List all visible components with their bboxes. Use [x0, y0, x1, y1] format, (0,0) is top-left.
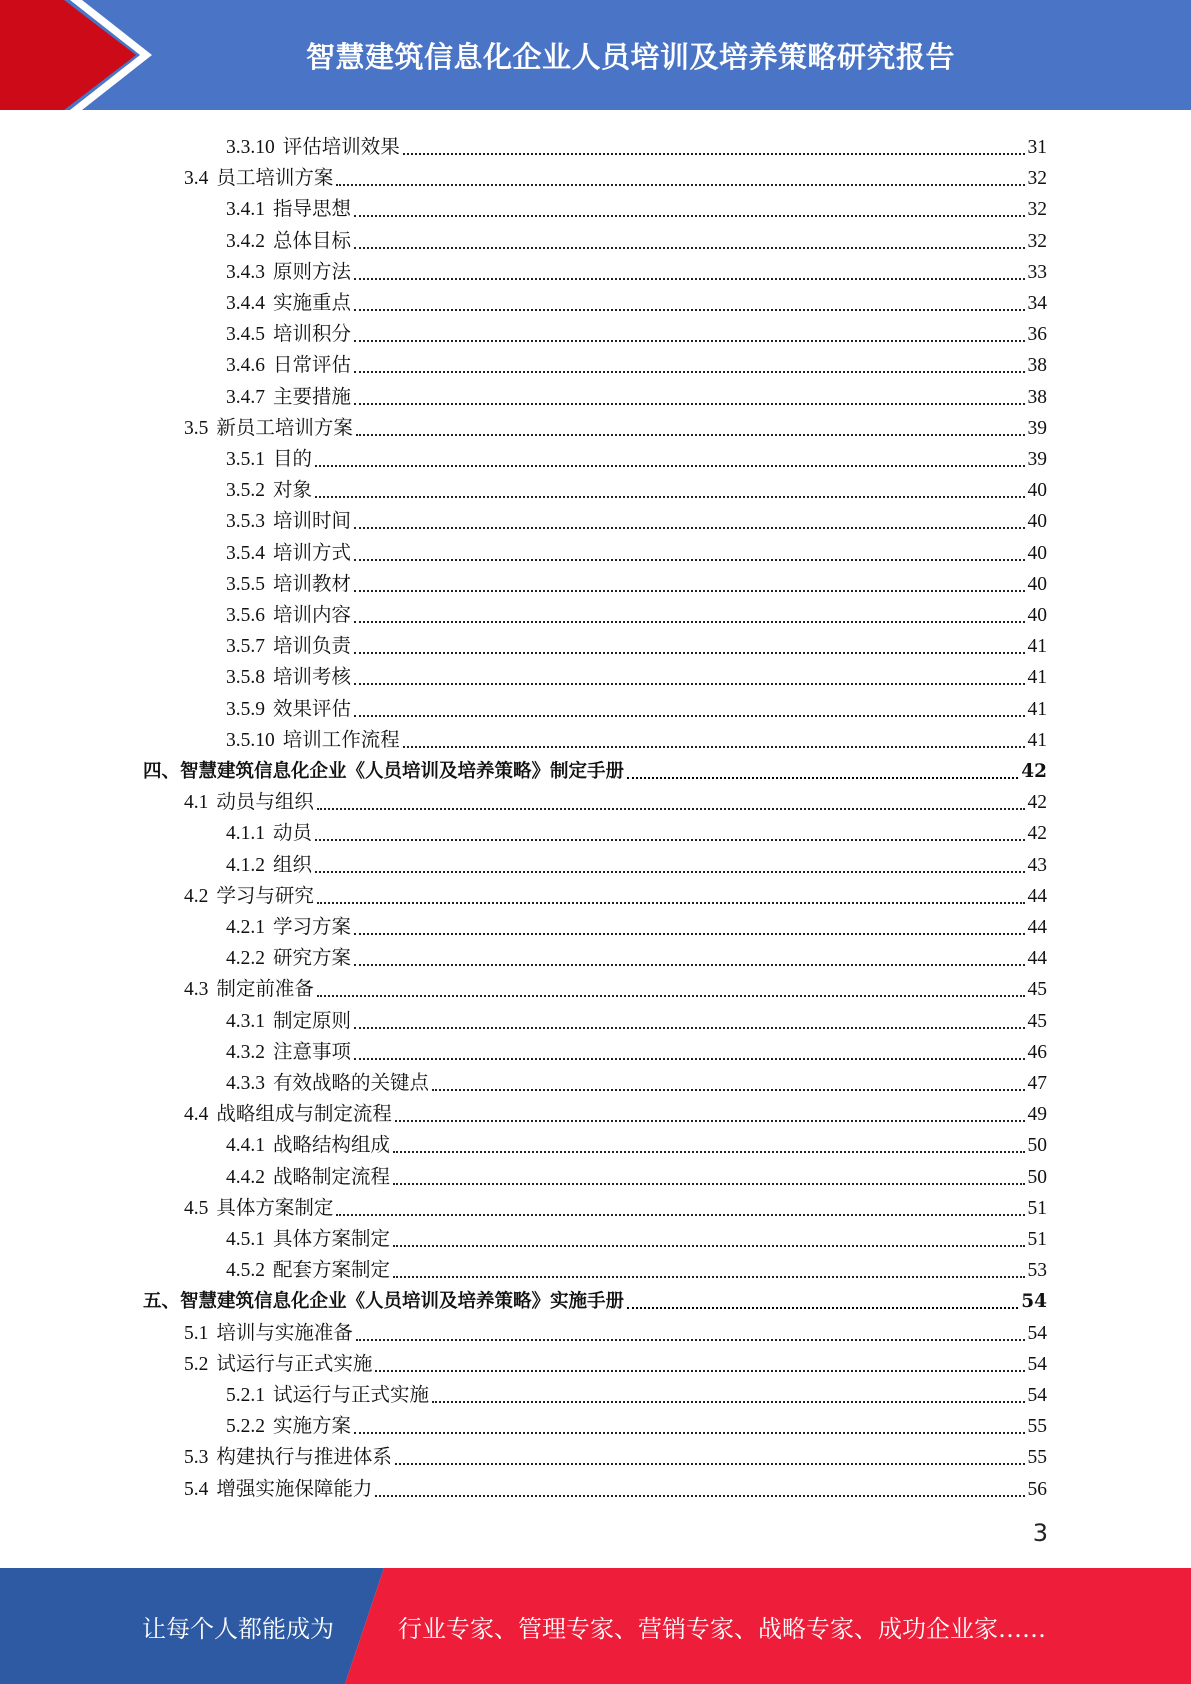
- toc-entry[interactable]: [226, 940, 1047, 971]
- toc-dot-leader: [354, 309, 1024, 311]
- toc-entry[interactable]: [226, 1127, 1047, 1158]
- toc-entry-page: 51: [1027, 1229, 1047, 1250]
- footer-slogan-left: 让每个人都能成为: [142, 1614, 334, 1643]
- toc-entry-label: [226, 1259, 390, 1283]
- toc-entry-label: [226, 1166, 390, 1190]
- toc-entry-number: 3.5.7: [226, 636, 265, 658]
- toc-entry[interactable]: [226, 347, 1047, 378]
- toc-entry-page: 39: [1027, 417, 1047, 439]
- toc-entry-page: 40: [1027, 605, 1047, 626]
- toc-entry-label: [184, 978, 314, 1002]
- toc-dot-leader: [356, 434, 1025, 436]
- toc-entry-title: 学习与研究: [216, 885, 314, 907]
- toc-entry-label: [226, 230, 351, 254]
- toc-entry-number: 4.1: [184, 792, 209, 814]
- toc-entry-number: 5.2.2: [226, 1416, 265, 1438]
- toc-entry-page: 54: [1027, 1353, 1047, 1375]
- toc-entry-title: 原则方法: [273, 261, 352, 283]
- toc-dot-leader: [432, 1089, 1024, 1091]
- toc-entry[interactable]: [226, 285, 1047, 316]
- toc-entry-page: 33: [1027, 261, 1047, 283]
- toc-entry-number: 4.4: [184, 1104, 209, 1126]
- toc-entry-number: 3.5.8: [226, 667, 265, 689]
- toc-entry-title: 培训负责: [273, 636, 352, 658]
- toc-entry-number: 4.5.1: [226, 1229, 265, 1250]
- toc-entry[interactable]: [184, 1439, 1047, 1470]
- toc-dot-leader: [354, 527, 1024, 529]
- toc-dot-leader: [393, 1183, 1024, 1185]
- toc-entry-number: 5.2: [184, 1353, 209, 1375]
- toc-entry-label: [226, 448, 312, 472]
- toc-dot-leader: [315, 839, 1024, 841]
- toc-entry[interactable]: [226, 659, 1047, 690]
- toc-entry[interactable]: [226, 691, 1047, 722]
- toc-entry-title: 学习方案: [273, 917, 352, 938]
- toc-dot-leader: [354, 652, 1024, 654]
- toc-entry-page: 40: [1027, 511, 1047, 533]
- toc-dot-leader: [336, 1214, 1024, 1216]
- toc-entry-label: [226, 1072, 429, 1096]
- toc-entry-label: [226, 1041, 351, 1065]
- toc-entry[interactable]: [226, 722, 1047, 753]
- toc-entry-title: 具体方案制定: [216, 1197, 334, 1219]
- toc-entry-page: 44: [1027, 948, 1047, 970]
- toc-entry-page: 51: [1027, 1197, 1047, 1219]
- toc-entry-title: 培训时间: [273, 511, 352, 533]
- toc-entry-page: 42: [1021, 761, 1047, 782]
- toc-entry-number: 5.4: [184, 1478, 209, 1500]
- toc-dot-leader: [627, 1307, 1018, 1309]
- toc-entry-number: 4.4.1: [226, 1135, 265, 1157]
- toc-entry-label: [143, 760, 624, 784]
- toc-entry-title: 培训工作流程: [282, 729, 400, 751]
- toc-entry[interactable]: [226, 316, 1047, 347]
- toc-entry-title: 组织: [273, 854, 313, 876]
- toc-entry-label: [184, 1478, 372, 1502]
- toc-entry-label: [226, 604, 351, 628]
- toc-dot-leader: [354, 215, 1024, 217]
- toc-entry-page: 40: [1027, 480, 1047, 502]
- toc-entry-page: 31: [1027, 137, 1047, 158]
- toc-entry-page: 56: [1027, 1478, 1047, 1500]
- toc-entry-title: 构建执行与推进体系: [216, 1447, 392, 1469]
- toc-entry-label: [226, 479, 312, 503]
- toc-entry-page: 49: [1027, 1104, 1047, 1126]
- toc-dot-leader: [354, 403, 1024, 405]
- toc-entry-label: [226, 635, 351, 659]
- toc-entry[interactable]: [226, 628, 1047, 659]
- toc-entry-title: 培训积分: [273, 324, 352, 346]
- document-title: 智慧建筑信息化企业人员培训及培养策略研究报告: [305, 39, 955, 74]
- toc-entry-label: [184, 1103, 392, 1127]
- toc-entry[interactable]: [226, 1408, 1047, 1439]
- toc-entry-label: [226, 729, 400, 753]
- toc-entry-number: 4.2: [184, 885, 209, 907]
- toc-entry-page: 42: [1027, 792, 1047, 814]
- toc-entry-page: 32: [1027, 230, 1047, 252]
- toc-entry-label: [184, 1322, 353, 1346]
- toc-entry-label: [184, 167, 333, 191]
- header-chevron-decoration: [0, 0, 160, 110]
- toc-entry-number: 3.5.2: [226, 480, 265, 502]
- toc-dot-leader: [354, 715, 1024, 717]
- toc-entry-number: 3.4.6: [226, 355, 265, 377]
- toc-dot-leader: [354, 278, 1024, 280]
- toc-entry[interactable]: [226, 566, 1047, 597]
- toc-dot-leader: [395, 1463, 1025, 1465]
- toc-entry-title: 实施方案: [273, 1416, 352, 1438]
- toc-dot-leader: [354, 1058, 1024, 1060]
- toc-dot-leader: [432, 1401, 1024, 1403]
- toc-entry-number: 4.2.1: [226, 917, 265, 938]
- toc-entry-number: 4.4.2: [226, 1166, 265, 1188]
- toc-entry-page: 55: [1027, 1416, 1047, 1438]
- toc-dot-leader: [393, 1276, 1024, 1278]
- toc-entry-page: 42: [1027, 823, 1047, 845]
- toc-entry-label: [226, 573, 351, 597]
- toc-entry-label: [226, 822, 312, 846]
- toc-entry[interactable]: [143, 1283, 1047, 1314]
- toc-entry-title: 注意事项: [273, 1041, 352, 1063]
- toc-entry-title: 日常评估: [273, 355, 352, 377]
- toc-entry-label: [184, 791, 314, 815]
- toc-entry-number: 4.1.2: [226, 854, 265, 876]
- toc-entry-page: 41: [1027, 636, 1047, 658]
- toc-entry-number: 3.4.5: [226, 324, 265, 346]
- toc-entry[interactable]: [226, 847, 1047, 878]
- toc-entry-title: 对象: [273, 480, 313, 502]
- toc-entry-number: 3.4.3: [226, 261, 265, 283]
- toc-entry-label: [226, 292, 351, 316]
- toc-entry-number: 4.2.2: [226, 948, 265, 970]
- toc-dot-leader: [354, 621, 1024, 623]
- toc-entry-page: 54: [1027, 1385, 1047, 1406]
- page-number: 3: [1032, 1519, 1048, 1547]
- toc-entry[interactable]: [226, 472, 1047, 503]
- toc-dot-leader: [354, 340, 1024, 342]
- toc-dot-leader: [354, 590, 1024, 592]
- toc-entry-label: [226, 1384, 429, 1408]
- page-footer: [0, 1568, 1191, 1684]
- toc-entry-title: 指导思想: [273, 199, 352, 221]
- toc-entry-number: 3.4.4: [226, 293, 265, 314]
- toc-entry-title: 四、智慧建筑信息化企业《人员培训及培养策略》制定手册: [143, 761, 625, 782]
- toc-entry-page: 50: [1027, 1135, 1047, 1157]
- toc-dot-leader: [354, 1027, 1024, 1029]
- toc-entry-title: 战略结构组成: [273, 1135, 391, 1157]
- toc-dot-leader: [393, 1245, 1024, 1247]
- toc-dot-leader: [336, 184, 1024, 186]
- toc-entry-page: 41: [1027, 667, 1047, 689]
- toc-entry-label: [226, 136, 400, 160]
- toc-entry[interactable]: [226, 1252, 1047, 1283]
- page-header: [0, 0, 1191, 110]
- toc-entry-label: [226, 854, 312, 878]
- toc-entry-number: 3.5.3: [226, 511, 265, 533]
- toc-dot-leader: [403, 153, 1025, 155]
- toc-entry-title: 制定原则: [273, 1010, 352, 1032]
- toc-entry[interactable]: [184, 1096, 1047, 1127]
- toc-entry-label: [226, 1134, 390, 1158]
- toc-dot-leader: [317, 995, 1025, 997]
- toc-entry-label: [226, 916, 351, 940]
- toc-entry[interactable]: [184, 1315, 1047, 1346]
- toc-entry-page: 47: [1027, 1073, 1047, 1094]
- toc-entry[interactable]: [226, 535, 1047, 566]
- toc-entry-page: 46: [1027, 1041, 1047, 1063]
- toc-entry-page: 43: [1027, 854, 1047, 876]
- toc-entry[interactable]: [184, 410, 1047, 441]
- toc-entry-number: 5.2.1: [226, 1385, 265, 1406]
- toc-dot-leader: [317, 808, 1025, 810]
- toc-entry[interactable]: [143, 753, 1047, 784]
- toc-entry-page: 32: [1027, 199, 1047, 221]
- toc-entry-title: 实施重点: [273, 293, 352, 314]
- toc-entry-title: 培训方式: [273, 542, 352, 564]
- toc-dot-leader: [356, 1339, 1025, 1341]
- toc-entry-title: 有效战略的关键点: [273, 1073, 430, 1094]
- toc-dot-leader: [375, 1370, 1024, 1372]
- toc-entry-title: 配套方案制定: [273, 1260, 391, 1282]
- toc-entry-number: 5.3: [184, 1447, 209, 1469]
- toc-entry-label: [226, 510, 351, 534]
- toc-entry[interactable]: [184, 971, 1047, 1002]
- toc-entry-page: 55: [1027, 1447, 1047, 1469]
- toc-entry-title: 战略制定流程: [273, 1166, 391, 1188]
- toc-entry-title: 具体方案制定: [273, 1229, 391, 1250]
- toc-entry-label: [226, 666, 351, 690]
- toc-entry[interactable]: [226, 223, 1047, 254]
- toc-entry[interactable]: [184, 784, 1047, 815]
- toc-entry-label: [226, 323, 351, 347]
- toc-dot-leader: [354, 371, 1024, 373]
- toc-dot-leader: [354, 1432, 1024, 1434]
- toc-entry-title: 员工培训方案: [216, 168, 334, 190]
- toc-entry-title: 试运行与正式实施: [216, 1353, 373, 1375]
- toc-entry-page: 54: [1027, 1322, 1047, 1344]
- toc-entry[interactable]: [226, 1221, 1047, 1252]
- toc-entry-label: [184, 885, 314, 909]
- toc-entry-title: 增强实施保障能力: [216, 1478, 373, 1500]
- toc-entry-number: 3.3.10: [226, 137, 275, 158]
- toc-entry[interactable]: [226, 379, 1047, 410]
- toc-entry[interactable]: [226, 1034, 1047, 1065]
- toc-entry-page: 39: [1027, 449, 1047, 470]
- toc-entry-label: [226, 1010, 351, 1034]
- toc-entry-page: 45: [1027, 979, 1047, 1001]
- toc-entry-title: 总体目标: [273, 230, 352, 252]
- toc-entry-page: 40: [1027, 573, 1047, 595]
- toc-dot-leader: [393, 1151, 1024, 1153]
- toc-entry-title: 效果评估: [273, 698, 352, 720]
- toc-entry-label: [226, 947, 351, 971]
- toc-entry-page: 40: [1027, 542, 1047, 564]
- toc-entry-title: 培训教材: [273, 573, 352, 595]
- toc-entry-number: 4.3.1: [226, 1010, 265, 1032]
- toc-dot-leader: [403, 746, 1025, 748]
- toc-entry[interactable]: [226, 254, 1047, 285]
- toc-entry-label: [184, 1197, 333, 1221]
- toc-entry-number: 4.1.1: [226, 823, 265, 845]
- toc-entry-label: [226, 1228, 390, 1252]
- toc-entry-label: [226, 386, 351, 410]
- toc-entry-page: 36: [1027, 324, 1047, 346]
- toc-entry-title: 试运行与正式实施: [273, 1385, 430, 1406]
- toc-dot-leader: [315, 465, 1024, 467]
- toc-entry-label: [226, 198, 351, 222]
- toc-entry-title: 动员: [273, 823, 313, 845]
- toc-entry-title: 培训内容: [273, 605, 352, 626]
- toc-entry-number: 3.5: [184, 417, 209, 439]
- toc-entry-title: 战略组成与制定流程: [216, 1104, 392, 1126]
- toc-entry-number: 3.4: [184, 168, 209, 190]
- toc-entry-number: 3.5.1: [226, 449, 265, 470]
- toc-entry-label: [226, 1415, 351, 1439]
- toc-entry-page: 44: [1027, 917, 1047, 938]
- toc-entry[interactable]: [184, 1190, 1047, 1221]
- toc-dot-leader: [354, 247, 1024, 249]
- toc-entry[interactable]: [226, 909, 1047, 940]
- toc-entry-title: 制定前准备: [216, 979, 314, 1001]
- toc-entry[interactable]: [226, 441, 1047, 472]
- toc-entry[interactable]: [226, 815, 1047, 846]
- toc-entry-page: 32: [1027, 168, 1047, 190]
- toc-entry-page: 44: [1027, 885, 1047, 907]
- toc-entry-label: [143, 1290, 624, 1314]
- toc-dot-leader: [395, 1120, 1025, 1122]
- toc-entry[interactable]: [184, 878, 1047, 909]
- toc-entry-label: [184, 1353, 372, 1377]
- toc-entry[interactable]: [226, 597, 1047, 628]
- toc-dot-leader: [315, 871, 1024, 873]
- toc-entry-label: [226, 698, 351, 722]
- toc-entry-title: 评估培训效果: [282, 137, 400, 158]
- toc-entry[interactable]: [184, 160, 1047, 191]
- toc-entry-label: [226, 542, 351, 566]
- toc-entry-page: 53: [1027, 1260, 1047, 1282]
- toc-entry-page: 45: [1027, 1010, 1047, 1032]
- toc-entry[interactable]: [184, 1471, 1047, 1502]
- toc-entry-number: 3.5.5: [226, 573, 265, 595]
- toc-entry-title: 动员与组织: [216, 792, 314, 814]
- toc-entry-title: 目的: [273, 449, 313, 470]
- toc-entry-title: 研究方案: [273, 948, 352, 970]
- toc-entry-number: 3.5.4: [226, 542, 265, 564]
- toc-entry-page: 38: [1027, 355, 1047, 377]
- toc-entry-page: 38: [1027, 386, 1047, 408]
- toc-entry-number: 3.4.1: [226, 199, 265, 221]
- toc-dot-leader: [354, 683, 1024, 685]
- toc-entry-title: 主要措施: [273, 386, 352, 408]
- toc-dot-leader: [354, 933, 1024, 935]
- toc-entry[interactable]: [226, 503, 1047, 534]
- toc-entry-label: [184, 1446, 392, 1470]
- toc-entry-page: 50: [1027, 1166, 1047, 1188]
- toc-dot-leader: [317, 902, 1025, 904]
- toc-dot-leader: [375, 1495, 1024, 1497]
- toc-entry[interactable]: [226, 1377, 1047, 1408]
- toc-entry-number: 3.4.2: [226, 230, 265, 252]
- toc-entry[interactable]: [226, 1159, 1047, 1190]
- toc-entry-number: 4.3: [184, 979, 209, 1001]
- toc-entry-page: 41: [1027, 698, 1047, 720]
- toc-entry-number: 4.5: [184, 1197, 209, 1219]
- toc-dot-leader: [315, 496, 1024, 498]
- toc-entry-title: 新员工培训方案: [216, 417, 353, 439]
- toc-entry-title: 培训考核: [273, 667, 352, 689]
- toc-entry-title: 五、智慧建筑信息化企业《人员培训及培养策略》实施手册: [143, 1291, 625, 1313]
- toc-entry-number: 3.4.7: [226, 386, 265, 408]
- toc-entry-number: 3.5.6: [226, 605, 265, 626]
- toc-entry-number: 4.5.2: [226, 1260, 265, 1282]
- toc-entry-label: [226, 261, 351, 285]
- toc-entry-number: 5.1: [184, 1322, 209, 1344]
- toc-entry-page: 41: [1027, 729, 1047, 751]
- toc-entry-title: 培训与实施准备: [216, 1322, 353, 1344]
- toc-entry-page: 54: [1021, 1291, 1047, 1313]
- toc-entry[interactable]: [226, 129, 1047, 160]
- toc-entry-page: 34: [1027, 293, 1047, 314]
- toc-entry-number: 4.3.3: [226, 1073, 265, 1094]
- toc-entry-label: [226, 354, 351, 378]
- toc-entry-number: 4.3.2: [226, 1041, 265, 1063]
- toc-entry[interactable]: [226, 1065, 1047, 1096]
- toc-dot-leader: [354, 964, 1024, 966]
- toc-entry[interactable]: [184, 1346, 1047, 1377]
- toc-entry-label: [184, 417, 353, 441]
- toc-dot-leader: [354, 559, 1024, 561]
- toc-entry-number: 3.5.9: [226, 698, 265, 720]
- toc-entry[interactable]: [226, 191, 1047, 222]
- toc-dot-leader: [627, 777, 1018, 779]
- toc-entry[interactable]: [226, 1003, 1047, 1034]
- toc-entry-number: 3.5.10: [226, 729, 275, 751]
- footer-slogan-right: 行业专家、管理专家、营销专家、战略专家、成功企业家……: [398, 1614, 1046, 1643]
